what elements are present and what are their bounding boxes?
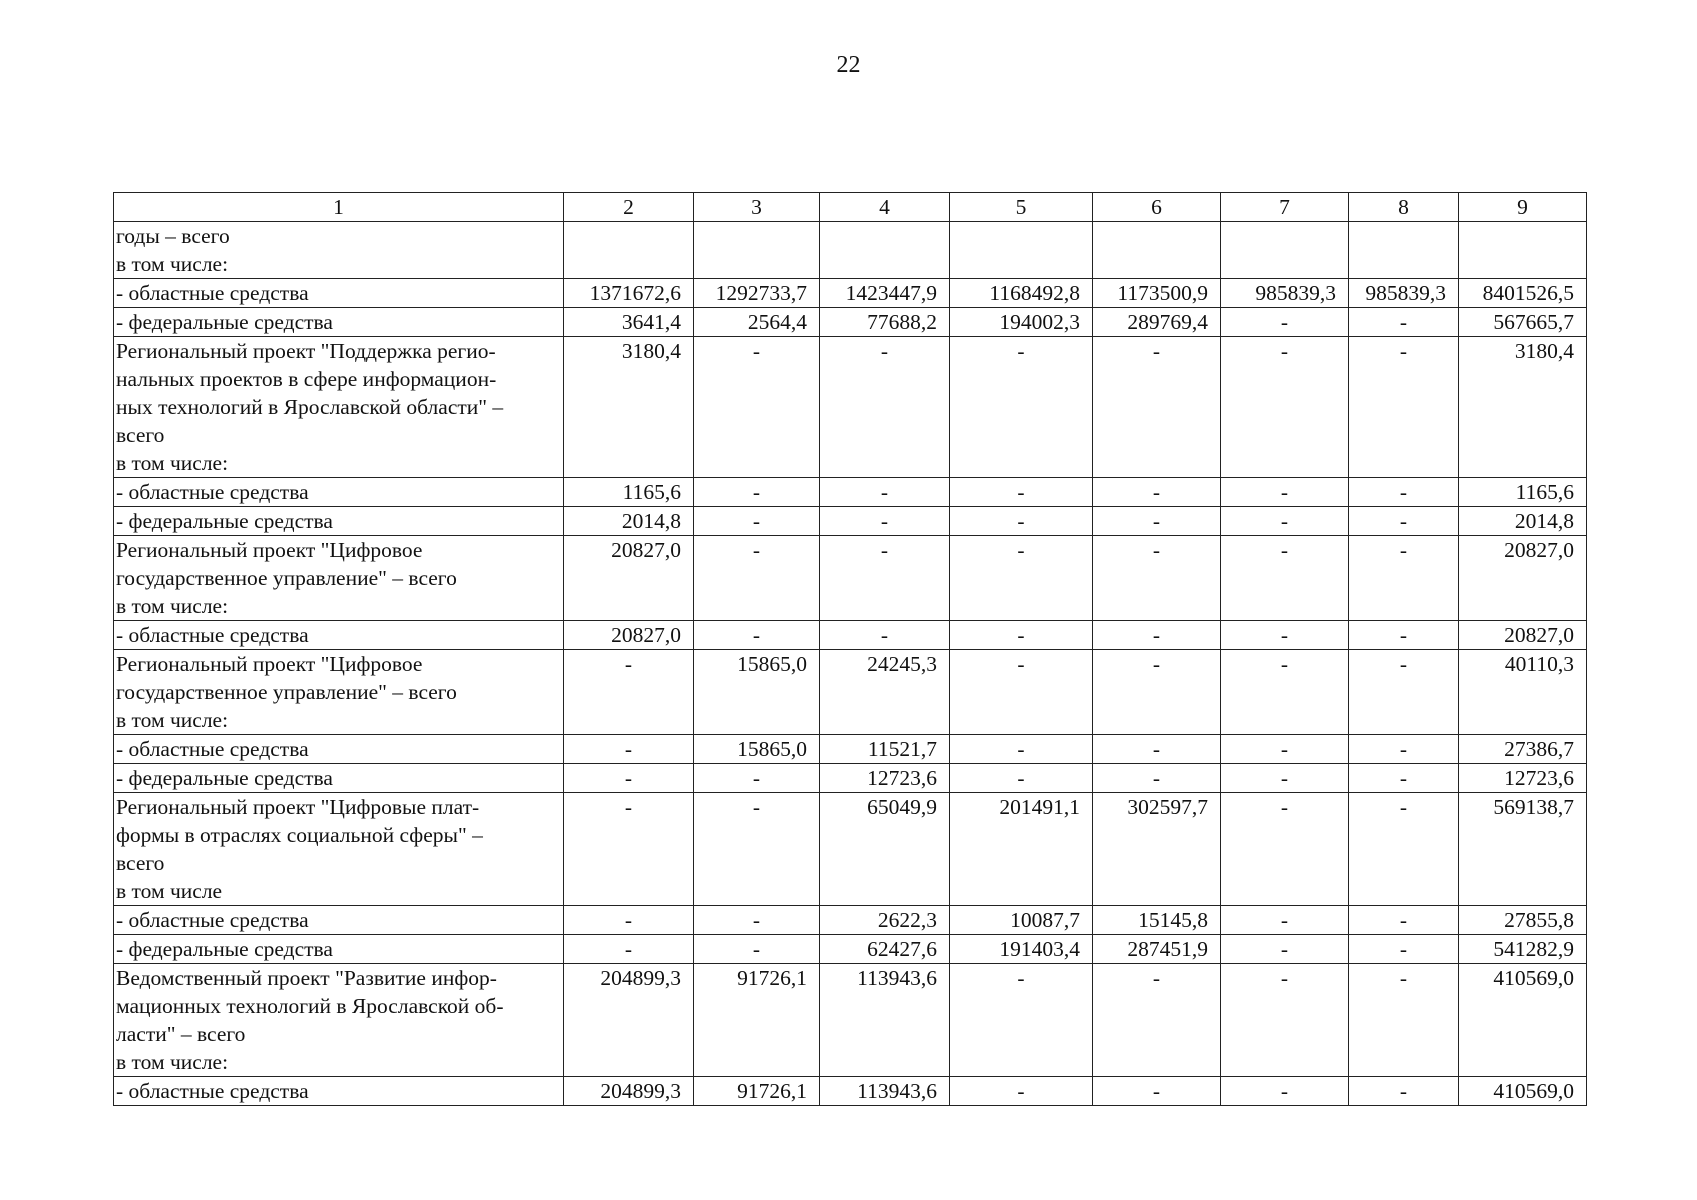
column-header: 9: [1459, 193, 1587, 222]
value-cell: 1423447,9: [820, 279, 950, 308]
value-cell: 40110,3: [1459, 650, 1587, 735]
value-cell: 1165,6: [564, 478, 694, 507]
value-cell: -: [694, 906, 820, 935]
value-cell: -: [820, 478, 950, 507]
row-label-line: нальных проектов в сфере информацион-: [116, 367, 497, 391]
row-label-line: - областные средства: [116, 281, 309, 305]
value-cell: 1371672,6: [564, 279, 694, 308]
row-label: [114, 222, 564, 279]
table-row: [114, 337, 1587, 478]
value-cell: 985839,3: [1221, 279, 1349, 308]
value-cell: -: [1349, 964, 1459, 1077]
row-label-line: - областные средства: [116, 480, 309, 504]
table-row: [114, 507, 1587, 536]
value-cell: -: [564, 735, 694, 764]
value-cell: 20827,0: [564, 621, 694, 650]
value-cell: -: [564, 906, 694, 935]
table-row: [114, 764, 1587, 793]
value-cell: -: [1221, 536, 1349, 621]
value-cell: 62427,6: [820, 935, 950, 964]
value-cell: -: [694, 793, 820, 906]
row-label-line: - федеральные средства: [116, 766, 333, 790]
value-cell: -: [820, 337, 950, 478]
value-cell: -: [1349, 308, 1459, 337]
value-cell: 10087,7: [950, 906, 1093, 935]
row-label-line: всего: [116, 423, 165, 447]
row-label-line: Региональный проект "Цифровое: [116, 538, 423, 562]
value-cell: -: [1349, 536, 1459, 621]
value-cell: 302597,7: [1093, 793, 1221, 906]
value-cell: -: [564, 793, 694, 906]
value-cell: 567665,7: [1459, 308, 1587, 337]
value-cell: -: [1093, 536, 1221, 621]
row-label-line: - федеральные средства: [116, 937, 333, 961]
column-header: 1: [114, 193, 564, 222]
table-row: [114, 935, 1587, 964]
row-label: [114, 279, 564, 308]
value-cell: -: [1093, 337, 1221, 478]
value-cell: -: [1093, 621, 1221, 650]
table-row: [114, 650, 1587, 735]
table-row: [114, 478, 1587, 507]
value-cell: -: [950, 478, 1093, 507]
row-label: [114, 735, 564, 764]
page-number: 22: [836, 52, 861, 78]
value-cell: -: [820, 621, 950, 650]
value-cell: -: [1221, 735, 1349, 764]
row-label: [114, 764, 564, 793]
value-cell: [820, 222, 950, 279]
value-cell: -: [1349, 621, 1459, 650]
row-label: [114, 621, 564, 650]
column-header: 3: [694, 193, 820, 222]
row-label-line: всего: [116, 851, 165, 875]
row-label-line: ласти" – всего: [116, 1022, 246, 1046]
value-cell: 569138,7: [1459, 793, 1587, 906]
value-cell: -: [694, 507, 820, 536]
row-label-line: в том числе:: [116, 708, 229, 732]
value-cell: 24245,3: [820, 650, 950, 735]
value-cell: -: [1349, 735, 1459, 764]
row-label-line: формы в отраслях социальной сферы" –: [116, 823, 483, 847]
value-cell: -: [694, 478, 820, 507]
column-header: 8: [1349, 193, 1459, 222]
row-label-line: - областные средства: [116, 623, 309, 647]
row-label: [114, 964, 564, 1077]
row-label: [114, 337, 564, 478]
value-cell: 985839,3: [1349, 279, 1459, 308]
value-cell: 204899,3: [564, 964, 694, 1077]
column-header: 4: [820, 193, 950, 222]
value-cell: -: [950, 764, 1093, 793]
value-cell: 2622,3: [820, 906, 950, 935]
value-cell: [564, 222, 694, 279]
value-cell: [1349, 222, 1459, 279]
row-label: [114, 507, 564, 536]
value-cell: -: [1221, 964, 1349, 1077]
row-label-line: в том числе:: [116, 594, 229, 618]
value-cell: -: [1349, 793, 1459, 906]
value-cell: 1173500,9: [1093, 279, 1221, 308]
value-cell: -: [820, 536, 950, 621]
value-cell: 11521,7: [820, 735, 950, 764]
row-label-line: государственное управление" – всего: [116, 566, 457, 590]
value-cell: [694, 222, 820, 279]
row-label-line: Региональный проект "Цифровое: [116, 652, 423, 676]
value-cell: -: [1221, 1077, 1349, 1106]
row-label: [114, 478, 564, 507]
value-cell: -: [564, 764, 694, 793]
row-label-line: в том числе:: [116, 451, 229, 475]
row-label-line: в том числе:: [116, 1050, 229, 1074]
value-cell: -: [1349, 935, 1459, 964]
row-label-line: ных технологий в Ярославской области" –: [116, 395, 504, 419]
row-label-line: Региональный проект "Поддержка регио-: [116, 339, 496, 363]
value-cell: 65049,9: [820, 793, 950, 906]
value-cell: -: [950, 964, 1093, 1077]
value-cell: -: [1093, 478, 1221, 507]
value-cell: -: [1221, 793, 1349, 906]
table-row: [114, 536, 1587, 621]
value-cell: -: [1221, 935, 1349, 964]
value-cell: 77688,2: [820, 308, 950, 337]
value-cell: -: [1221, 308, 1349, 337]
value-cell: -: [564, 650, 694, 735]
value-cell: 1292733,7: [694, 279, 820, 308]
value-cell: 2564,4: [694, 308, 820, 337]
row-label: [114, 650, 564, 735]
row-label-line: - областные средства: [116, 737, 309, 761]
value-cell: -: [1349, 478, 1459, 507]
value-cell: 289769,4: [1093, 308, 1221, 337]
row-label-line: - федеральные средства: [116, 310, 333, 334]
value-cell: 2014,8: [1459, 507, 1587, 536]
row-label-line: государственное управление" – всего: [116, 680, 457, 704]
value-cell: -: [564, 935, 694, 964]
value-cell: -: [950, 1077, 1093, 1106]
value-cell: -: [950, 507, 1093, 536]
column-header: 2: [564, 193, 694, 222]
value-cell: -: [1221, 478, 1349, 507]
value-cell: -: [1093, 1077, 1221, 1106]
table-row: [114, 964, 1587, 1077]
column-header: 6: [1093, 193, 1221, 222]
value-cell: -: [1093, 964, 1221, 1077]
row-label: [114, 536, 564, 621]
value-cell: 3180,4: [1459, 337, 1587, 478]
row-label-line: в том числе: [116, 879, 223, 903]
value-cell: [950, 222, 1093, 279]
row-label: [114, 1077, 564, 1106]
value-cell: -: [694, 337, 820, 478]
value-cell: -: [950, 337, 1093, 478]
value-cell: [1459, 222, 1587, 279]
value-cell: -: [820, 507, 950, 536]
value-cell: -: [694, 621, 820, 650]
row-label: [114, 793, 564, 906]
table-row: [114, 222, 1587, 279]
value-cell: 410569,0: [1459, 1077, 1587, 1106]
header-row: [114, 193, 1587, 222]
value-cell: -: [1221, 764, 1349, 793]
value-cell: 204899,3: [564, 1077, 694, 1106]
value-cell: -: [1093, 650, 1221, 735]
row-label-line: - областные средства: [116, 908, 309, 932]
budget-table: [113, 192, 1587, 1106]
value-cell: 541282,9: [1459, 935, 1587, 964]
value-cell: -: [1093, 735, 1221, 764]
value-cell: -: [1349, 1077, 1459, 1106]
row-label-line: мационных технологий в Ярославской об-: [116, 994, 504, 1018]
value-cell: -: [1221, 507, 1349, 536]
row-label-line: годы – всего: [116, 224, 230, 248]
value-cell: 8401526,5: [1459, 279, 1587, 308]
row-label-line: - областные средства: [116, 1079, 309, 1103]
table-row: [114, 1077, 1587, 1106]
table-row: [114, 308, 1587, 337]
value-cell: 1168492,8: [950, 279, 1093, 308]
value-cell: -: [1349, 906, 1459, 935]
value-cell: 3641,4: [564, 308, 694, 337]
value-cell: 15145,8: [1093, 906, 1221, 935]
table-row: [114, 735, 1587, 764]
row-label-line: - федеральные средства: [116, 509, 333, 533]
value-cell: 91726,1: [694, 1077, 820, 1106]
value-cell: -: [950, 650, 1093, 735]
value-cell: -: [1221, 621, 1349, 650]
value-cell: 287451,9: [1093, 935, 1221, 964]
column-header: 5: [950, 193, 1093, 222]
value-cell: 113943,6: [820, 1077, 950, 1106]
row-label: [114, 935, 564, 964]
value-cell: 2014,8: [564, 507, 694, 536]
value-cell: -: [694, 764, 820, 793]
value-cell: 27855,8: [1459, 906, 1587, 935]
value-cell: -: [1221, 650, 1349, 735]
value-cell: [1093, 222, 1221, 279]
table-row: [114, 793, 1587, 906]
value-cell: 15865,0: [694, 735, 820, 764]
value-cell: [1221, 222, 1349, 279]
table-row: [114, 621, 1587, 650]
value-cell: -: [1349, 764, 1459, 793]
value-cell: -: [950, 621, 1093, 650]
value-cell: 20827,0: [564, 536, 694, 621]
column-header: 7: [1221, 193, 1349, 222]
value-cell: 1165,6: [1459, 478, 1587, 507]
value-cell: 191403,4: [950, 935, 1093, 964]
value-cell: -: [1349, 337, 1459, 478]
value-cell: -: [694, 935, 820, 964]
row-label-line: в том числе:: [116, 252, 229, 276]
value-cell: -: [950, 536, 1093, 621]
value-cell: -: [1349, 650, 1459, 735]
value-cell: -: [694, 536, 820, 621]
table-row: [114, 279, 1587, 308]
value-cell: 201491,1: [950, 793, 1093, 906]
value-cell: 20827,0: [1459, 536, 1587, 621]
value-cell: 91726,1: [694, 964, 820, 1077]
value-cell: 15865,0: [694, 650, 820, 735]
row-label-line: Региональный проект "Цифровые плат-: [116, 795, 480, 819]
value-cell: -: [1093, 764, 1221, 793]
value-cell: 12723,6: [1459, 764, 1587, 793]
row-label-line: Ведомственный проект "Развитие инфор-: [116, 966, 497, 990]
value-cell: -: [1221, 906, 1349, 935]
value-cell: -: [1221, 337, 1349, 478]
value-cell: 410569,0: [1459, 964, 1587, 1077]
value-cell: -: [1093, 507, 1221, 536]
value-cell: -: [1349, 507, 1459, 536]
table-row: [114, 906, 1587, 935]
value-cell: 113943,6: [820, 964, 950, 1077]
value-cell: -: [950, 735, 1093, 764]
value-cell: 20827,0: [1459, 621, 1587, 650]
row-label: [114, 906, 564, 935]
row-label: [114, 308, 564, 337]
value-cell: 12723,6: [820, 764, 950, 793]
value-cell: 27386,7: [1459, 735, 1587, 764]
value-cell: 3180,4: [564, 337, 694, 478]
value-cell: 194002,3: [950, 308, 1093, 337]
